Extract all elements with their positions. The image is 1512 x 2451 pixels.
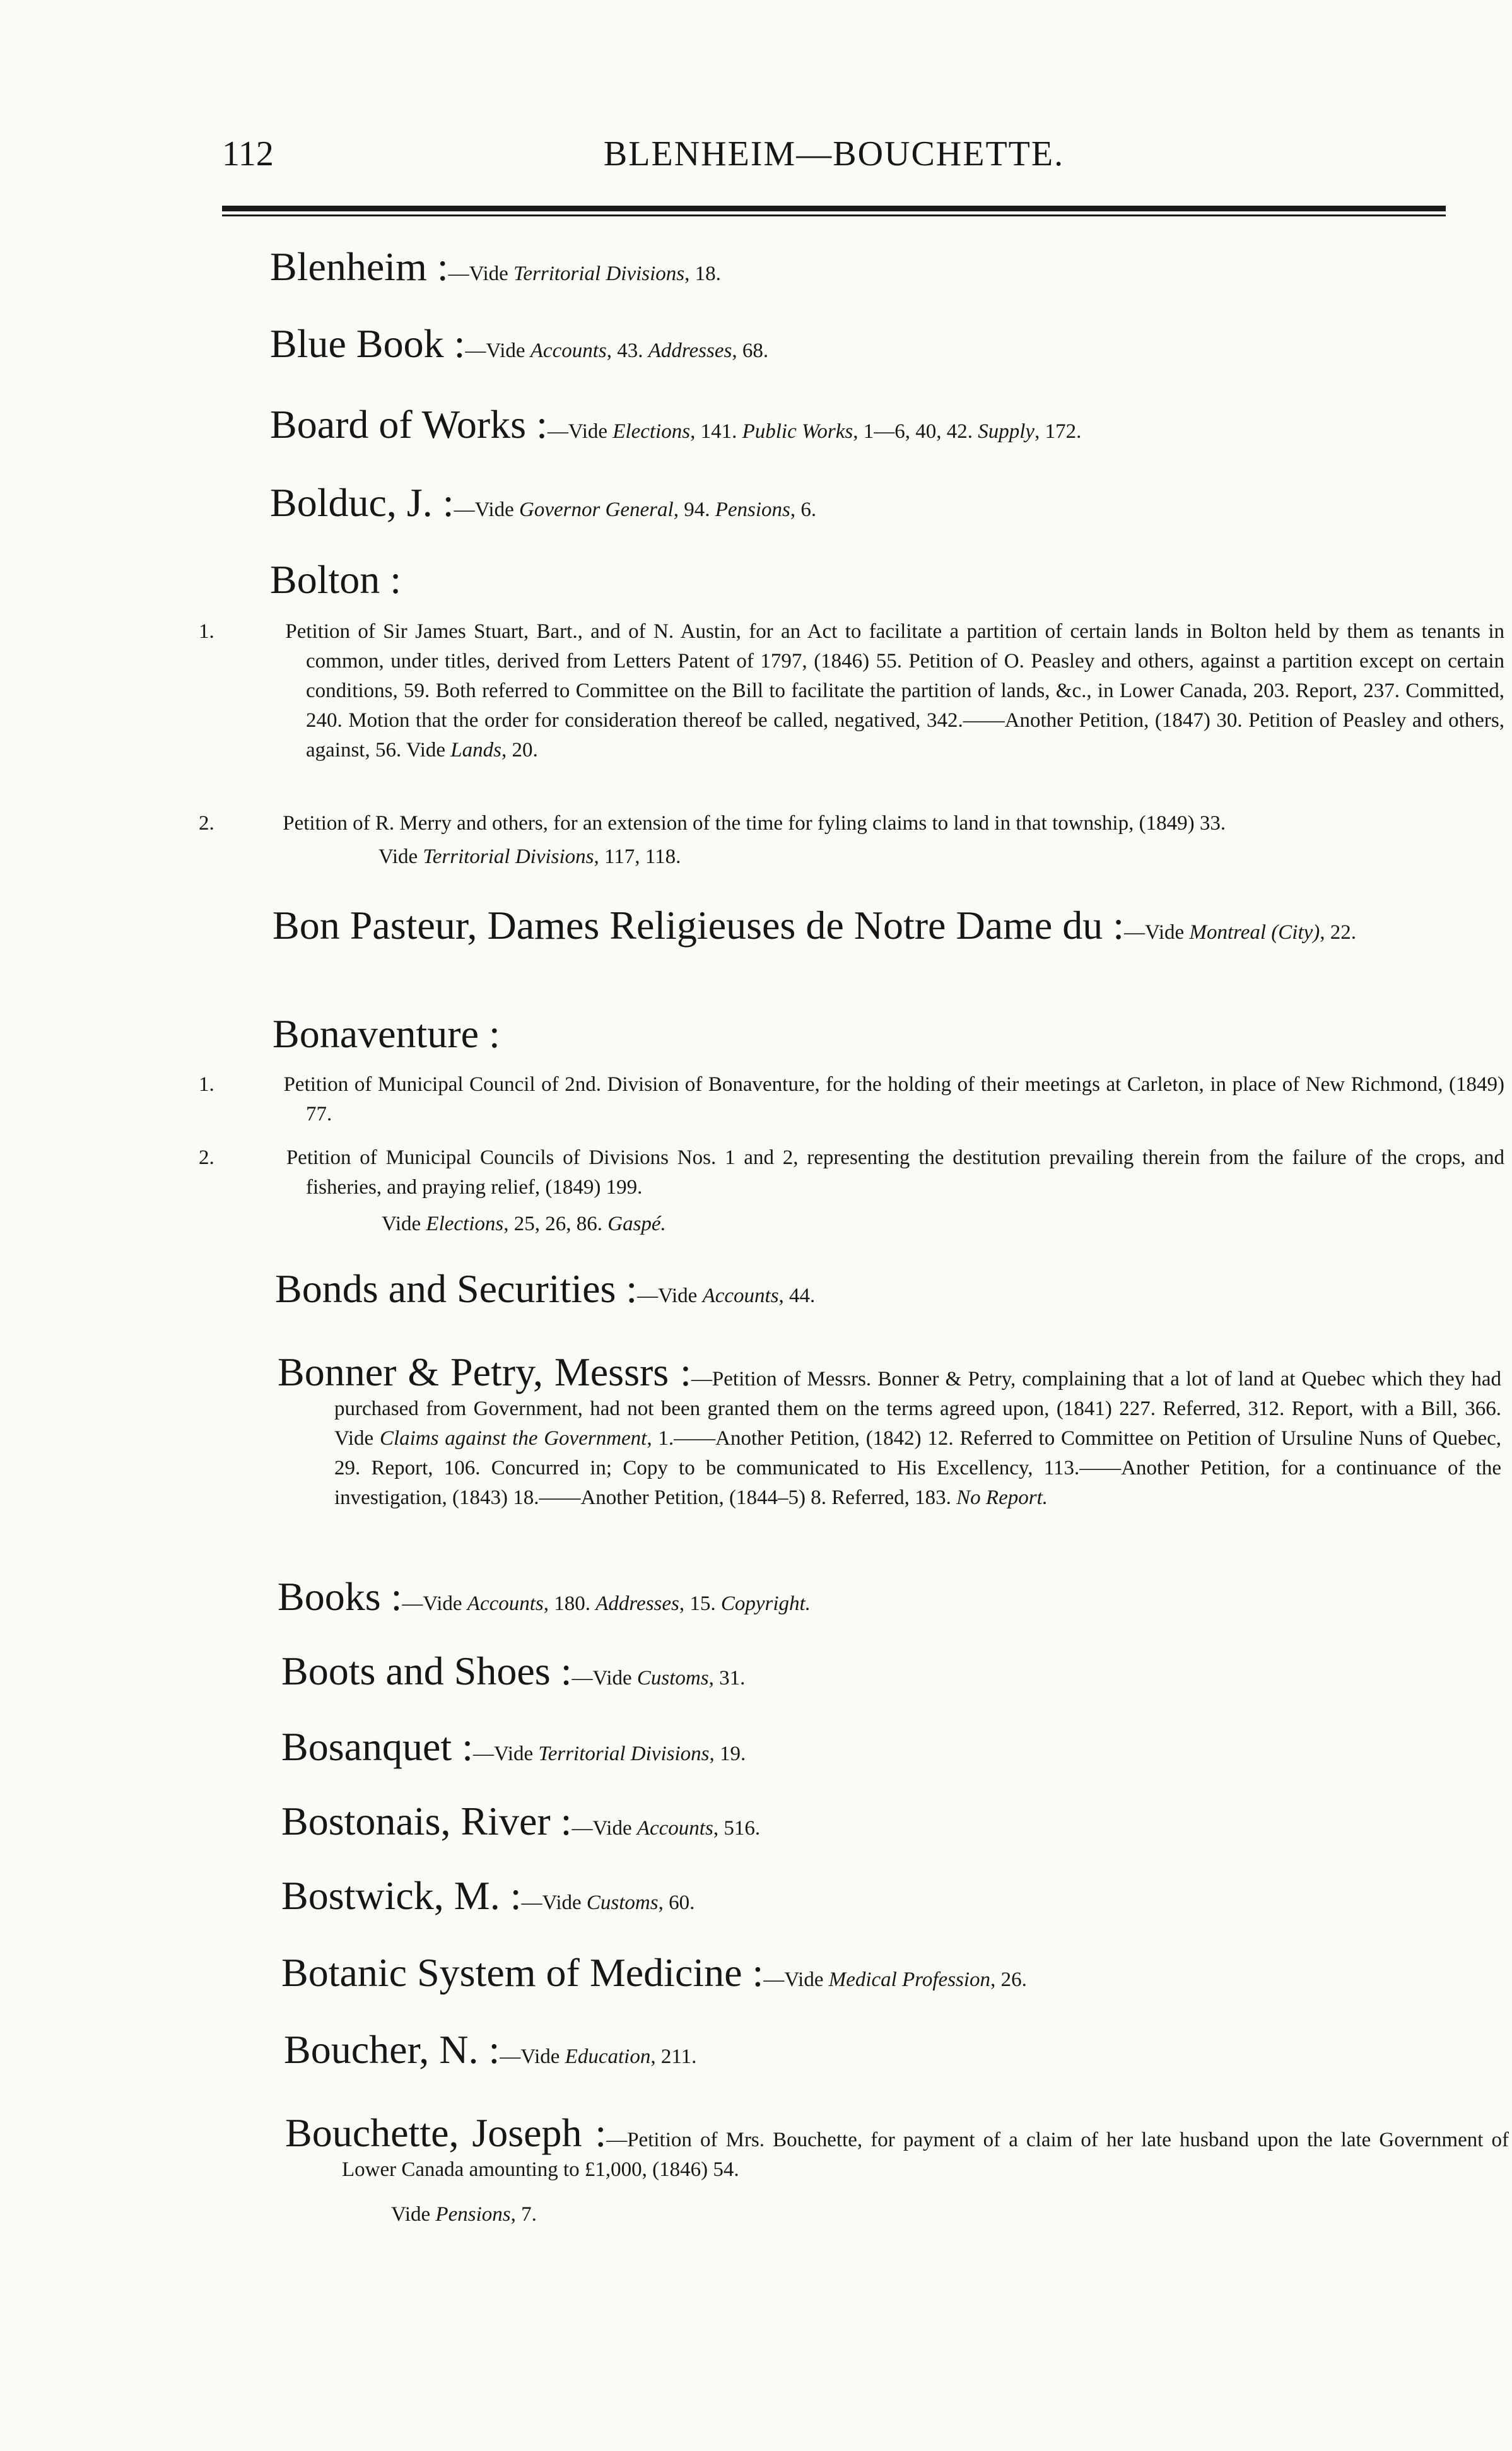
bonaventure-item-1	[199, 1070, 1504, 1129]
headword: Bosanquet :	[281, 1724, 473, 1769]
item-text: Petition of Sir James Stuart, Bart., and of N. Austin, for an Act to facilitate a partition of certain lands in Bolton held by them as tenants in common, under titles, derived from Letters Patent of 1797, (1846) 55. Petition of O. Peasley and others, against a partition except on certain conditions, 59. Both referred to Committee on the Bill to facilitate the partition of lands, &c., in Lower Canada, 203. Report, 237. Committed, 240. Motion that the order for consideration thereof be called, negatived, 342.——Another Petition, (1847) 30. Petition of Peasley and others, against, 56. Vide	[285, 620, 1505, 761]
cross-reference: Customs	[586, 1891, 659, 1914]
em-dash: —	[691, 1368, 712, 1390]
reference-pages: , 60.	[658, 1891, 695, 1914]
cross-reference: Territorial Divisions	[538, 1743, 710, 1765]
headword: Bostonais, River :	[281, 1799, 572, 1843]
entry-bonaventure	[273, 1012, 500, 1056]
headword: Boots and Shoes :	[281, 1649, 572, 1693]
vide-label: Vide	[1145, 921, 1190, 944]
entry-bostonais-river	[281, 1799, 760, 1843]
vide-label: Vide	[486, 339, 530, 362]
reference-pages: , 20.	[501, 739, 538, 761]
reference-pages: , 516.	[713, 1817, 761, 1840]
vide-label: Vide	[423, 1592, 467, 1615]
header-rule-thick	[222, 206, 1446, 211]
headword: Board of Works :	[270, 402, 548, 447]
vide-label: Vide	[469, 262, 514, 285]
headword: Bouchette, Joseph :	[285, 2110, 607, 2155]
vide-label: Vide	[568, 420, 613, 443]
cross-reference: Addresses	[648, 339, 732, 362]
vide-label: Vide	[474, 498, 519, 521]
reference-pages: , 141.	[690, 420, 742, 443]
vide-label: Vide	[542, 1891, 587, 1914]
headword: Blue Book :	[270, 321, 466, 366]
page-header	[222, 134, 1446, 178]
entry-boots-and-shoes	[281, 1649, 745, 1693]
cross-reference: Accounts	[467, 1592, 544, 1615]
header-rule	[222, 206, 1446, 216]
reference-pages: , 172.	[1034, 420, 1082, 443]
em-dash: —	[402, 1592, 423, 1615]
reference-pages: , 117, 118.	[594, 845, 681, 868]
entry-board-of-works	[270, 403, 1081, 447]
vide-label: Vide	[658, 1284, 703, 1307]
reference-pages: , 180.	[543, 1592, 596, 1615]
reference-pages: , 211.	[650, 2045, 697, 2068]
reference-pages: , 22.	[1320, 921, 1357, 944]
cross-reference: Education	[565, 2045, 651, 2068]
em-dash: —	[763, 1968, 785, 1991]
running-title: BLENHEIM—BOUCHETTE.	[603, 134, 1065, 173]
bouchette-vide	[391, 2203, 537, 2226]
headword: Bostwick, M. :	[281, 1873, 522, 1918]
reference-pages: , 25, 26, 86.	[503, 1213, 608, 1235]
cross-reference: No Report.	[956, 1486, 1048, 1509]
entry-boucher	[284, 2028, 696, 2072]
header-rule-thin	[222, 215, 1446, 216]
cross-reference: Copyright.	[720, 1592, 811, 1615]
cross-reference: Accounts	[702, 1284, 779, 1307]
em-dash: —	[571, 1817, 593, 1840]
entry-bouchette	[285, 2111, 1509, 2185]
cross-reference: Supply	[978, 420, 1035, 443]
reference-pages: , 6.	[790, 498, 817, 521]
vide-label: Vide	[382, 1213, 426, 1235]
entry-books	[278, 1575, 811, 1619]
cross-reference: Customs	[636, 1667, 709, 1690]
item-number: 1.	[199, 1073, 214, 1096]
reference-pages: , 44.	[778, 1284, 816, 1307]
vide-label: Vide	[592, 1817, 637, 1840]
cross-reference: Montreal (City)	[1189, 921, 1320, 944]
bolton-item-2	[199, 809, 1512, 838]
cross-reference: Public Works	[742, 420, 853, 443]
em-dash: —	[465, 339, 486, 362]
bonaventure-item-2	[199, 1143, 1505, 1202]
em-dash: —	[606, 2129, 628, 2151]
item-number: 1.	[199, 620, 214, 643]
reference-pages: , 18.	[684, 262, 721, 285]
vide-label: Vide	[391, 2203, 436, 2226]
cross-reference: Pensions	[715, 498, 790, 521]
headword: Boucher, N. :	[284, 2027, 500, 2072]
headword: Bonaventure :	[273, 1011, 500, 1056]
vide-label: Vide	[378, 845, 423, 868]
headword: Bonner & Petry, Messrs :	[278, 1349, 691, 1394]
headword: Bonds and Securities :	[275, 1266, 638, 1311]
em-dash: —	[547, 420, 568, 443]
item-text: Petition of Municipal Council of 2nd. Division of Bonaventure, for the holding of their meetings at Carleton, in place of New Richmond, (1849) 77.	[283, 1073, 1504, 1126]
cross-reference: Gaspé.	[607, 1213, 666, 1235]
reference-pages: , 68.	[732, 339, 769, 362]
item-number: 2.	[199, 1146, 214, 1169]
reference-pages: , 26.	[990, 1968, 1027, 1991]
headword: Blenheim :	[270, 244, 448, 289]
vide-label: Vide	[520, 2045, 565, 2068]
headword: Botanic System of Medicine :	[281, 1950, 764, 1995]
reference-pages: , 94.	[673, 498, 715, 521]
cross-reference: Governor General	[519, 498, 674, 521]
entry-bostwick	[281, 1874, 694, 1918]
headword: Bolduc, J. :	[270, 480, 454, 525]
entry-bon-pasteur	[273, 903, 1446, 951]
cross-reference: Elections	[612, 420, 691, 443]
entry-bolduc	[270, 481, 816, 525]
cross-reference: Lands	[450, 739, 501, 761]
em-dash: —	[472, 1743, 494, 1765]
entry-botanic-system	[281, 1951, 1027, 1995]
entry-bosanquet	[281, 1725, 746, 1769]
cross-reference: Claims against the Government	[379, 1427, 647, 1450]
headword: Bolton :	[270, 557, 402, 602]
em-dash: —	[1124, 921, 1146, 944]
reference-pages: , 15.	[679, 1592, 721, 1615]
entry-bonner-petry	[278, 1350, 1501, 1513]
em-dash: —	[637, 1284, 659, 1307]
bolton-vide	[378, 845, 681, 869]
cross-reference: Addresses	[595, 1592, 679, 1615]
reference-pages: , 7.	[510, 2203, 537, 2226]
entry-text: , 1.——Another Petition, (1842) 12. Referred to Committee on Petition of Ursuline Nuns of Quebec, 29. Report, 106. Concurred in; Copy to be communicated to His Excellency, 113.——Another Petition, for a continuance of the investigation, (1843) 18.——Another Petition, (1844–5) 8. Referred, 183.	[334, 1427, 1501, 1509]
em-dash: —	[500, 2045, 521, 2068]
entry-blue-book	[270, 322, 768, 366]
item-number: 2.	[199, 812, 214, 835]
em-dash: —	[521, 1891, 542, 1914]
entry-bonds-and-securities	[275, 1267, 815, 1311]
cross-reference: Territorial Divisions	[513, 262, 685, 285]
vide-label: Vide	[592, 1667, 637, 1690]
reference-pages: , 19.	[709, 1743, 746, 1765]
entry-bolton	[270, 558, 401, 602]
entry-blenheim	[270, 245, 721, 289]
page-number: 112	[222, 134, 274, 173]
item-text: Petition of R. Merry and others, for an extension of the time for fyling claims to land in that township, (1849) 33.	[283, 812, 1226, 835]
vide-label: Vide	[784, 1968, 829, 1991]
bonaventure-vide	[382, 1213, 666, 1236]
item-text: Petition of Municipal Councils of Divisions Nos. 1 and 2, representing the destitution prevailing therein from the failure of the crops, and fisheries, and praying relief, (1849) 199.	[286, 1146, 1505, 1199]
cross-reference: Accounts	[530, 339, 607, 362]
reference-pages: , 1—6, 40, 42.	[853, 420, 978, 443]
vide-label: Vide	[493, 1743, 539, 1765]
entry-text: Petition of Mrs. Bouchette, for payment of a claim of her late husband upon the late Government of Lower Canada amounting to £1,000, (1846) 54.	[342, 2129, 1509, 2181]
cross-reference: Elections	[426, 1213, 504, 1235]
em-dash: —	[571, 1667, 593, 1690]
reference-pages: , 31.	[708, 1667, 746, 1690]
em-dash: —	[454, 498, 475, 521]
reference-pages: , 43.	[606, 339, 648, 362]
entry-text: Petition of Messrs. Bonner & Petry, complaining that a lot of land at Quebec which they had purchased from Government, had not been granted them on the terms agreed upon, (1841) 227. Referred, 312. Report, with a Bill, 366. Vide	[334, 1368, 1502, 1450]
bolton-item-1	[199, 617, 1505, 765]
cross-reference: Medical Profession	[828, 1968, 991, 1991]
cross-reference: Accounts	[636, 1817, 713, 1840]
em-dash: —	[448, 262, 469, 285]
headword: Books :	[278, 1574, 402, 1619]
cross-reference: Pensions	[435, 2203, 511, 2226]
headword: Bon Pasteur, Dames Religieuses de Notre Dame du :	[273, 903, 1125, 948]
cross-reference: Territorial Divisions	[423, 845, 594, 868]
